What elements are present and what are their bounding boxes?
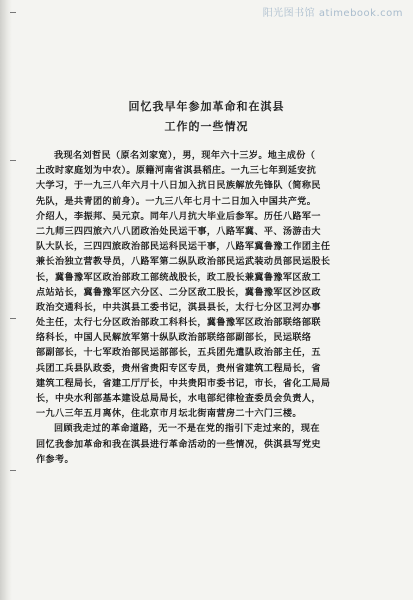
- text-line: 土改时家庭划为中农）。原籍河南省淇县稻庄。一九三七年到延安抗: [36, 165, 317, 177]
- document-subtitle: 工作的一些情况: [164, 120, 249, 133]
- text-line: 先队，是共青团的前身）。一九三八年七月十二日加入中国共产党。: [36, 195, 317, 207]
- text-line: 队大队长，三四四旅政治部民运科民运干事，八路军冀鲁豫工作团主任: [36, 241, 331, 253]
- text-line: 处主任，太行七分区政治部政工科科长，冀鲁豫军区政治部联络部联: [36, 317, 321, 329]
- document-body: [36, 148, 384, 468]
- text-line: 点站站长，冀鲁豫军区六分区、二分区敌工股长，冀鲁豫军区沙区政: [36, 286, 321, 298]
- text-line: 作参考。: [36, 453, 74, 465]
- page-binding-edge: [0, 0, 12, 600]
- text-line: 回忆我参加革命和我在淇县进行革命活动的一些情况，供淇县写党史: [36, 438, 321, 450]
- text-line: 络科长，中国人民解放军第十纵队政治部联络部副部长，民运联络: [36, 332, 312, 344]
- text-line: 政治交通科长，中共淇县工委书记，淇县县长，太行七分区卫河办事: [36, 301, 321, 313]
- text-line: 长，冀鲁豫军区政治部政工部统战股长，政工股长兼冀鲁豫军区敌工: [36, 271, 321, 283]
- text-line: 兵团工兵县队政委，贵州省贵阳专区专员，贵州省建筑工程局长，省: [36, 362, 321, 374]
- text-line: 兼长治独立营教导员，八路军第二纵队政治部民运武装动员部民运股长: [36, 256, 331, 268]
- text-line: 部副部长，十七军政治部民运部部长，五兵团先遣队政治部主任，五: [36, 347, 321, 359]
- margin-mark: [10, 470, 16, 471]
- text-line: 建筑工程局长，省建工厅厅长，中共贵阳市委书记，市长，省化工局局: [36, 377, 331, 389]
- margin-mark: [10, 160, 16, 161]
- text-line: 介绍人，李振邦、吴元京。同年八月抗大毕业后参军。历任八路军一: [36, 210, 321, 222]
- text-line: 回顾我走过的革命道路，无一不是在党的指引下走过来的，现在: [54, 423, 320, 435]
- text-line: 一九八三年五月离休，住北京市月坛北街南营房二十六门三楼。: [36, 408, 302, 420]
- text-line: 大学习，于一九三八年六月十八日加入抗日民族解放先锋队（简称民: [36, 180, 321, 192]
- margin-mark: [10, 318, 16, 319]
- text-line: 长，中央水利部基本建设总局局长，水电部纪律检查委员会负责人，: [36, 393, 321, 404]
- document-title: 回忆我早年参加革命和在淇县: [128, 100, 285, 113]
- margin-mark: [10, 12, 16, 13]
- watermark: 阳光图书馆 atimebook.com: [262, 8, 403, 19]
- text-line: 二九师三四四旅六八八团政治处民运干事，八路军冀、平、汤游击大: [36, 225, 321, 237]
- text-line: 我现名刘哲民（原名刘家宽），男，现年六十三岁。地主成份（: [54, 150, 316, 161]
